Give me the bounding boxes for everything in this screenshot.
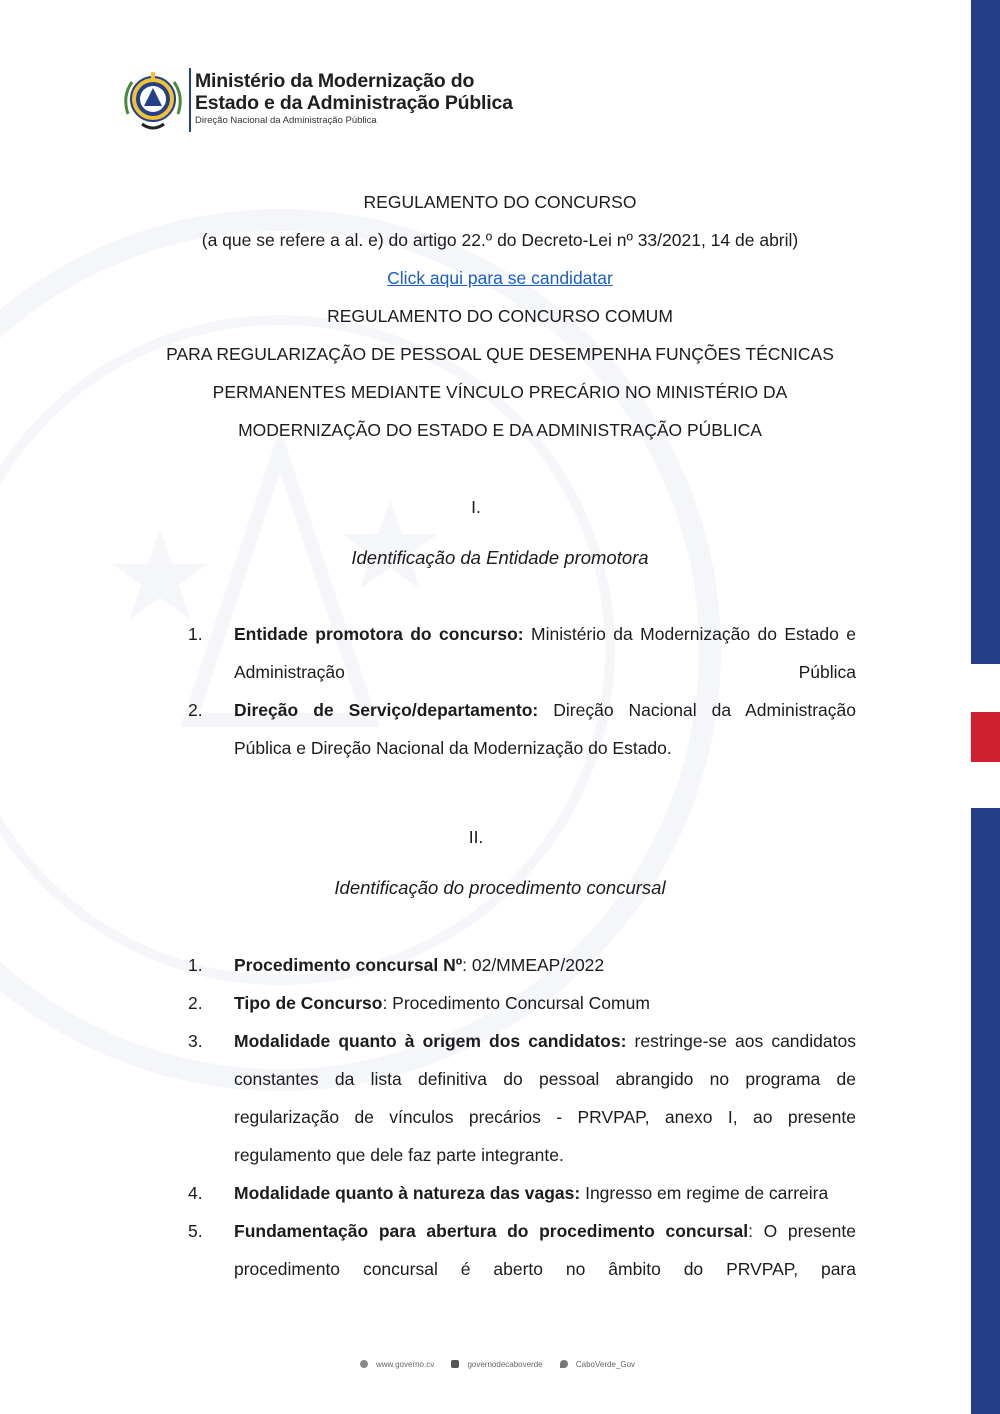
ministry-title [195, 70, 513, 114]
ministry-title-line1: Ministério da Modernização do [195, 70, 475, 92]
list-item-text: : O presente procedimento concursal é aberto no âmbito do PRVPAP, para [234, 1221, 856, 1279]
section-number: II. [468, 827, 484, 847]
list-item-number: 1. [188, 624, 203, 644]
apply-link-row [0, 268, 1000, 289]
heading-line: MODERNIZAÇÃO DO ESTADO E DA ADMINISTRAÇÃO PÚBLICA [238, 420, 762, 440]
list-item-text: Ministério da Modernização do Estado e Administração Pública [234, 624, 856, 682]
list-item [234, 1174, 856, 1212]
list-item-label: Direção de Serviço/departamento: [234, 700, 539, 720]
list-item [234, 984, 856, 1022]
list-item-number: 5. [188, 1221, 203, 1241]
heading-line: PERMANENTES MEDIANTE VÍNCULO PRECÁRIO NO MINISTÉRIO DA [212, 382, 788, 402]
heading-line: REGULAMENTO DO CONCURSO COMUM [327, 306, 673, 326]
footer [0, 1360, 1000, 1369]
list-item-text: Direção Nacional da Administração Pública e Direção Nacional da Modernização do Estado. [234, 700, 856, 758]
list-item-text: restringe-se aos candidatos constantes da lista definitiva do pessoal abrangido no programa de regularização de vínculos precários - PRVPAP, anexo I, ao presente regulamento que dele faz parte integrante. [234, 1031, 856, 1165]
list-item [234, 946, 856, 984]
document-title: REGULAMENTO DO CONCURSO [363, 192, 637, 212]
list-item [234, 1022, 856, 1174]
list-item-label: Tipo de Concurso [234, 993, 383, 1013]
globe-icon [360, 1360, 368, 1368]
header-divider [189, 68, 191, 132]
footer-website[interactable]: www.governo.cv [360, 1360, 439, 1369]
list-item-number: 3. [188, 1031, 203, 1051]
section-title: Identificação do procedimento concursal [334, 877, 666, 898]
apply-link[interactable]: Click aqui para se candidatar [387, 268, 613, 288]
list-item-label: Procedimento concursal Nº [234, 955, 463, 975]
list-item-number: 1. [188, 955, 203, 975]
section-title: Identificação da Entidade promotora [351, 547, 649, 568]
side-stripe-red [971, 712, 1000, 762]
list-item-number: 2. [188, 700, 203, 720]
ministry-subtitle: Direção Nacional da Administração Pública [195, 115, 377, 126]
list-item-label: Modalidade quanto à origem dos candidatos: [234, 1031, 627, 1051]
list-item [234, 615, 856, 691]
footer-twitter[interactable]: CaboVerde_Gov [560, 1360, 640, 1369]
cape-verde-coat-of-arms-icon [118, 66, 188, 136]
list-item-number: 2. [188, 993, 203, 1013]
section-number: I. [471, 497, 481, 517]
list-item-label: Modalidade quanto à natureza das vagas: [234, 1183, 581, 1203]
heading-line: PARA REGULARIZAÇÃO DE PESSOAL QUE DESEMPENHA FUNÇÕES TÉCNICAS [166, 344, 834, 364]
list-item-text: Ingresso em regime de carreira [585, 1183, 829, 1203]
list-item [234, 691, 856, 767]
ministry-title-line2: Estado e da Administração Pública [195, 92, 513, 114]
list-item-number: 4. [188, 1183, 203, 1203]
list-item-text: : Procedimento Concursal Comum [382, 993, 650, 1013]
footer-facebook[interactable]: governodecaboverde [451, 1360, 547, 1369]
list-item [234, 1212, 856, 1288]
list-item-label: Entidade promotora do concurso: [234, 624, 524, 644]
legal-reference: (a que se refere a al. e) do artigo 22.º do Decreto-Lei nº 33/2021, 14 de abril) [201, 230, 799, 250]
list-item-text: : 02/MMEAP/2022 [462, 955, 605, 975]
twitter-icon [560, 1360, 568, 1368]
facebook-icon [451, 1360, 459, 1368]
list-item-label: Fundamentação para abertura do procedimento concursal [234, 1221, 749, 1241]
